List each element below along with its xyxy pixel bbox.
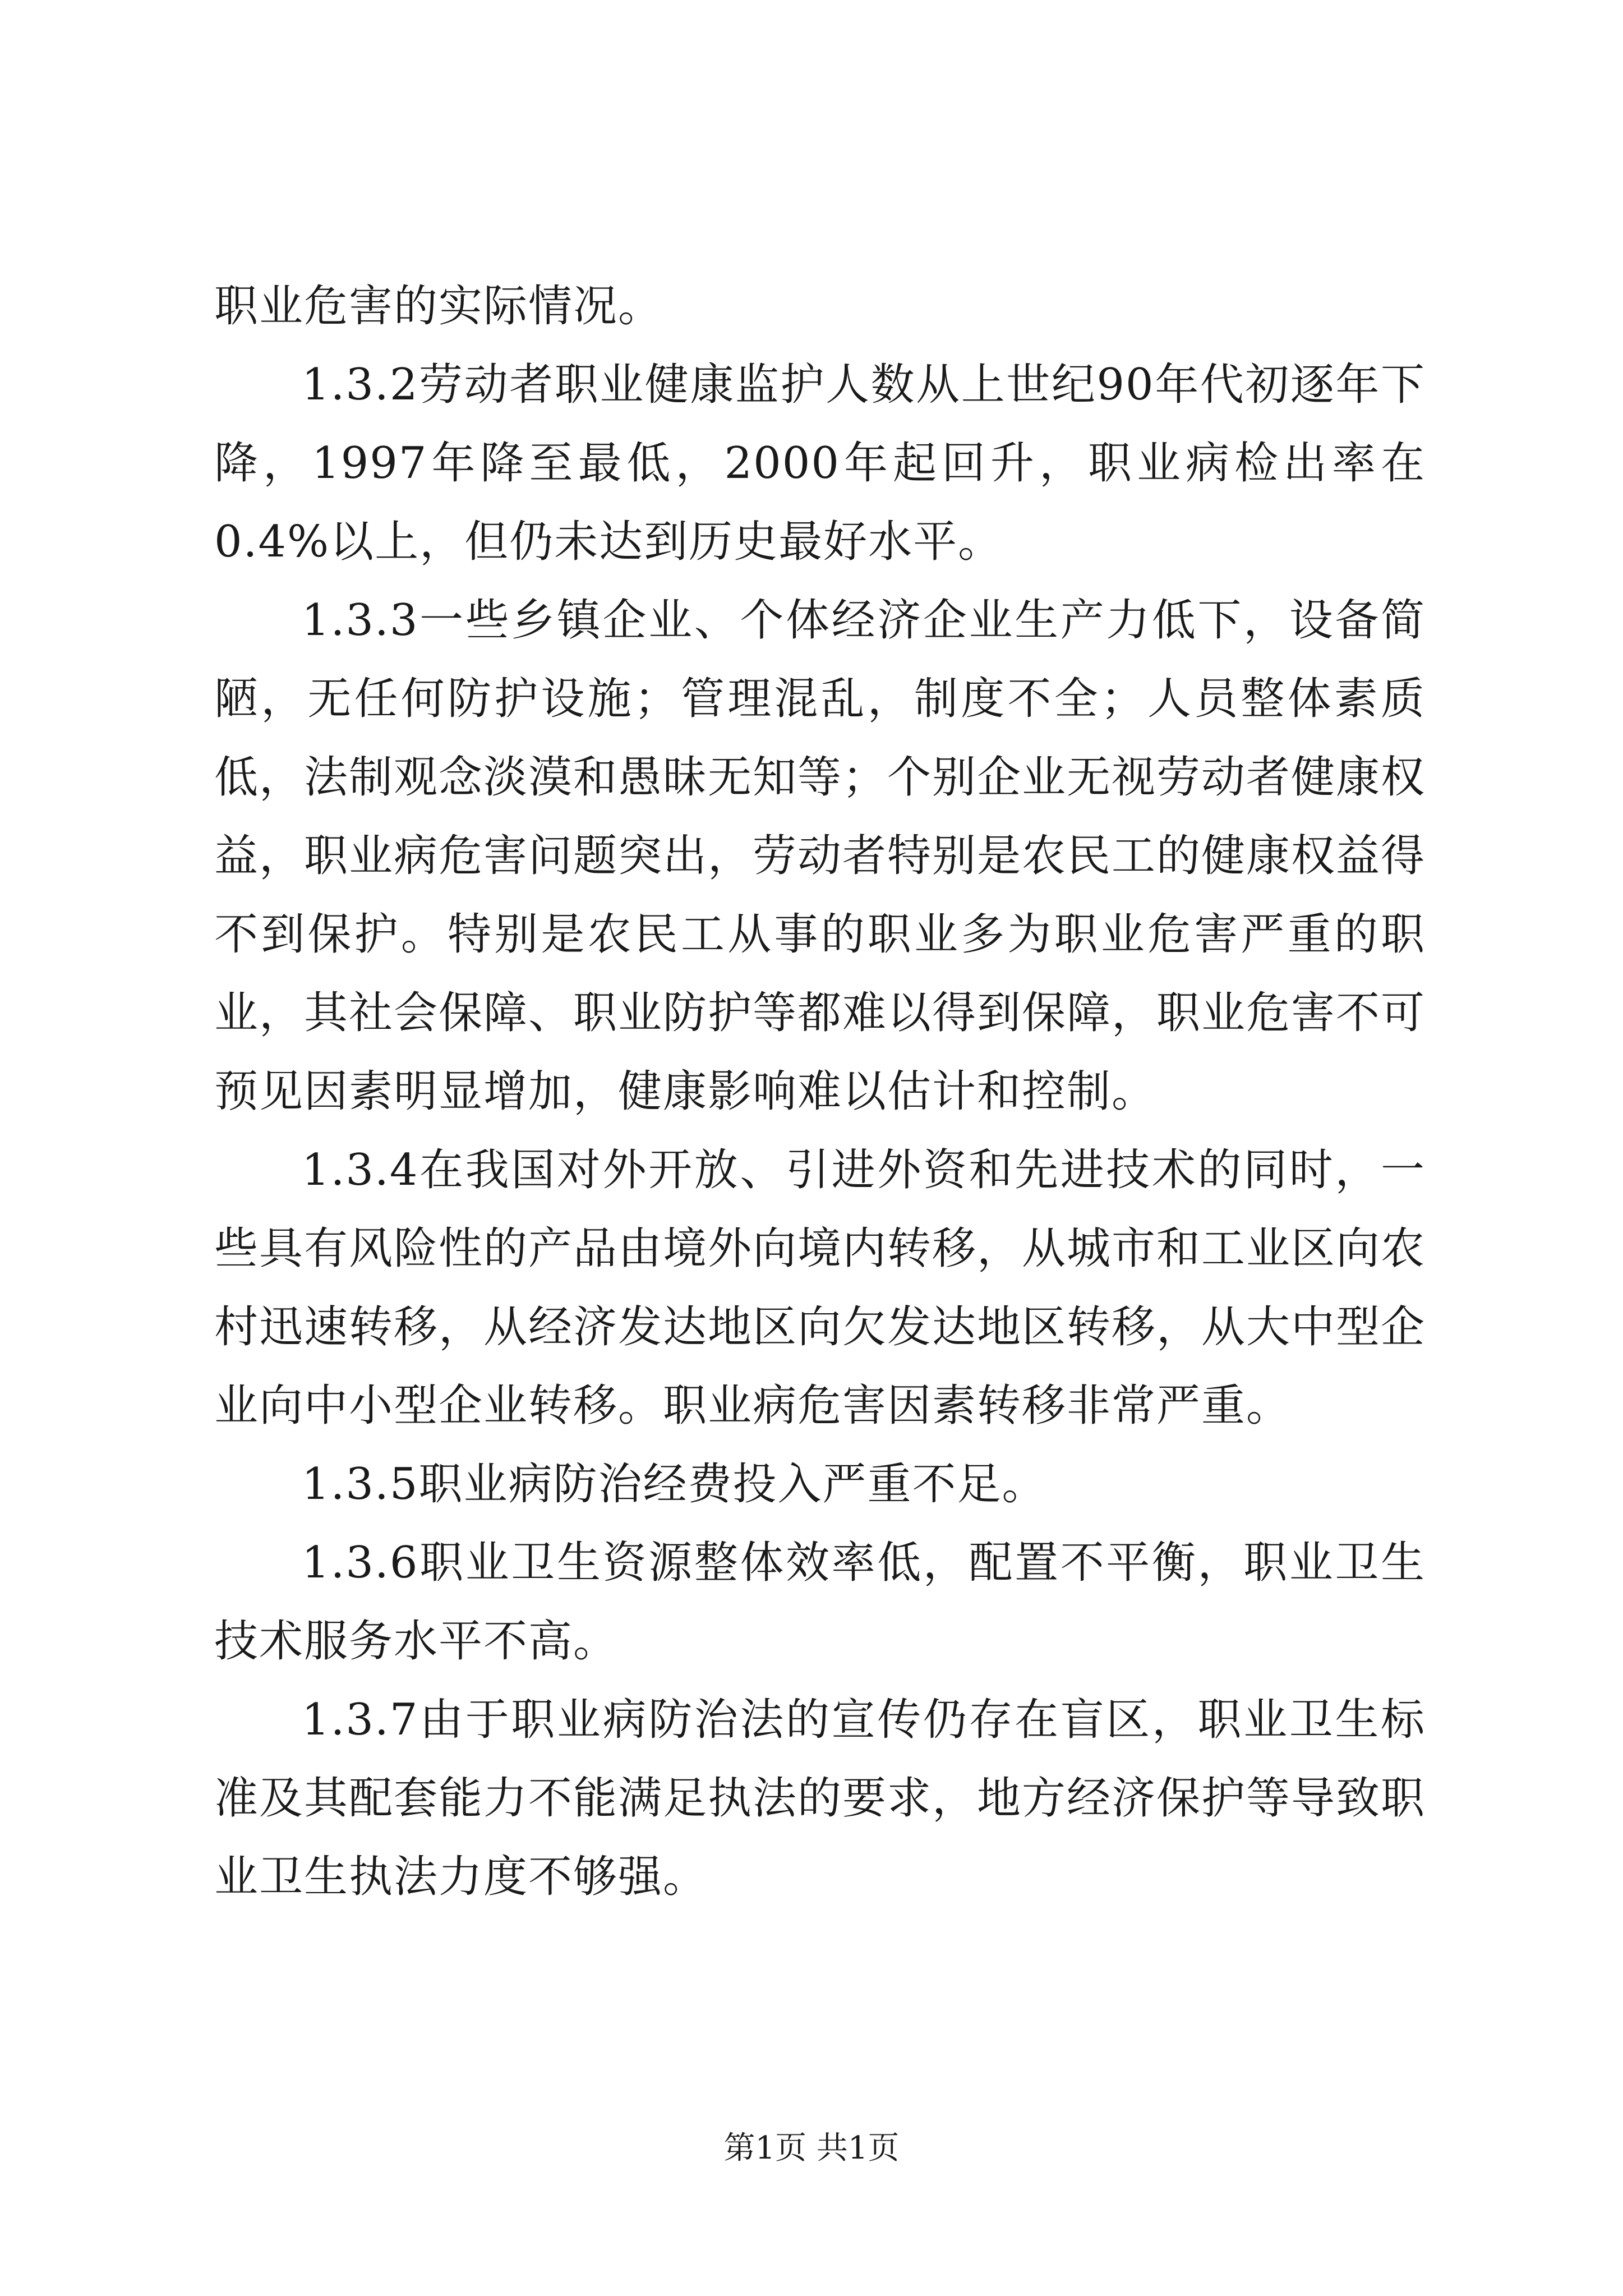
- paragraph-continuation: 职业危害的实际情况。: [214, 281, 663, 332]
- paragraph-1-3-7: 1.3.7由于职业病防治法的宣传仍存在盲区，职业卫生标准及其配套能力不能满足执法的要求，地方经济保护等导致职业卫生执法力度不够强。: [214, 1695, 1426, 1902]
- paragraph-1-3-2: 1.3.2劳动者职业健康监护人数从上世纪90年代初逐年下降，1997年降至最低，2000年起回升，职业病检出率在0.4%以上，但仍未达到历史最好水平。: [214, 360, 1426, 567]
- paragraph-1-3-6: 1.3.6职业卫生资源整体效率低，配置不平衡，职业卫生技术服务水平不高。: [214, 1538, 1426, 1667]
- paragraph-1-3-5: 1.3.5职业病防治经费投入严重不足。: [302, 1459, 1047, 1510]
- document-body: [214, 267, 1426, 1916]
- page-number-footer: 第1页 共1页: [723, 2130, 900, 2166]
- paragraph-1-3-4: 1.3.4在我国对外开放、引进外资和先进技术的同时，一些具有风险性的产品由境外向境内转移，从城市和工业区向农村迅速转移，从经济发达地区向欠发达地区转移，从大中型企业向中小型企业转移。职业病危害因素转移非常严重。: [214, 1145, 1426, 1431]
- paragraph-1-3-3: 1.3.3一些乡镇企业、个体经济企业生产力低下，设备简陋，无任何防护设施；管理混乱，制度不全；人员整体素质低，法制观念淡漠和愚昧无知等；个别企业无视劳动者健康权益，职业病危害问题突出，劳动者特别是农民工的健康权益得不到保护。特别是农民工从事的职业多为职业危害严重的职业，其社会保障、职业防护等都难以得到保障，职业危害不可预见因素明显增加，健康影响难以估计和控制。: [214, 595, 1426, 1117]
